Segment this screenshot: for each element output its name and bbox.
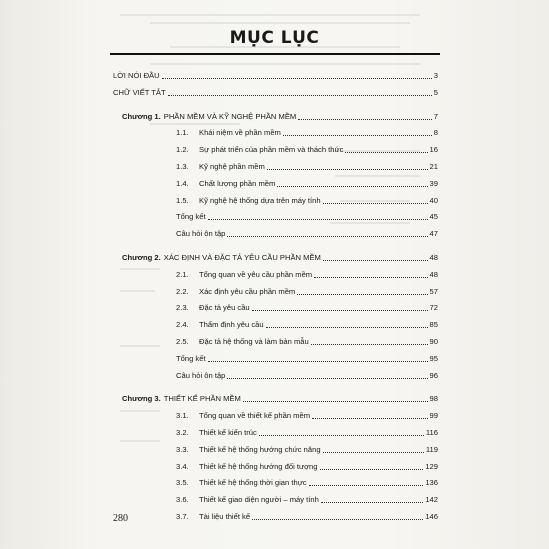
- toc-entry-number: 1.3.: [176, 162, 189, 171]
- toc-review-ch1[interactable]: [176, 227, 438, 240]
- dot-leader: [208, 360, 428, 362]
- page-title: MỤC LỤC: [229, 28, 320, 48]
- dot-leader: [323, 451, 424, 453]
- toc-entry-title: Tài liệu thiết kế: [199, 512, 251, 521]
- toc-section-2.3[interactable]: [176, 301, 438, 314]
- page-number: 280: [113, 513, 128, 524]
- toc-page-number: 16: [429, 145, 438, 155]
- toc-page-number: 48: [429, 253, 438, 262]
- toc-page-number: 136: [425, 478, 438, 488]
- toc-page-number: 119: [425, 444, 438, 454]
- toc-page-number: 96: [429, 370, 438, 380]
- toc-section-2.5[interactable]: [176, 335, 438, 348]
- toc-entry-number: 3.5.: [176, 478, 189, 488]
- toc-section-3.1[interactable]: [176, 409, 438, 422]
- toc-page-number: 98: [429, 394, 438, 404]
- toc-section-3.5[interactable]: [176, 476, 438, 489]
- toc-entry-number: 3.2.: [176, 428, 189, 437]
- toc-chapter-2[interactable]: [122, 251, 438, 264]
- toc-page-number: 129: [425, 461, 438, 471]
- toc-section-2.2[interactable]: [176, 285, 438, 298]
- toc-page-number: 3: [433, 71, 438, 80]
- toc-entry-title: Câu hỏi ôn tập: [176, 370, 226, 380]
- toc-entry-title: Câu hỏi ôn tập: [176, 229, 226, 239]
- dot-leader: [168, 94, 432, 96]
- toc-entry-title: Thiết kế kiến trúc: [199, 428, 257, 437]
- toc-entry-number: 1.5.: [176, 195, 189, 205]
- dot-leader: [259, 434, 424, 436]
- toc-entry-title: CHỮ VIẾT TẮT: [113, 87, 166, 97]
- dot-leader: [311, 343, 428, 345]
- toc-section-3.6[interactable]: [176, 493, 438, 506]
- toc-page-number: 40: [429, 195, 438, 205]
- toc-chapter-3[interactable]: [122, 392, 438, 405]
- toc-page-number: 5: [433, 87, 438, 97]
- toc-entry-title: Tổng quan về yêu cầu phần mềm: [199, 269, 313, 279]
- toc-page-number: 95: [429, 353, 438, 363]
- toc-entry-title: Chương 1.: [122, 111, 161, 121]
- chapter-title: XÁC ĐỊNH VÀ ĐẶC TẢ YÊU CẦU PHẦN MỀM: [163, 253, 321, 262]
- dot-leader: [252, 309, 428, 311]
- toc-entry-title: Thiết kế hệ thống thời gian thực: [199, 478, 307, 488]
- dot-leader: [314, 276, 427, 278]
- toc-section-1.4[interactable]: [176, 177, 438, 190]
- toc-entry-title: Sự phát triển của phần mềm và thách thức: [199, 145, 344, 155]
- toc-section-2.1[interactable]: [176, 268, 438, 281]
- dot-leader: [312, 417, 428, 419]
- dot-leader: [321, 501, 424, 503]
- dot-leader: [320, 468, 424, 470]
- toc-summary-ch2[interactable]: [176, 352, 438, 365]
- toc-section-1.3[interactable]: [176, 160, 438, 173]
- toc-entry-title: Thiết kế giao diện người – máy tính: [199, 495, 319, 505]
- dot-leader: [243, 400, 428, 402]
- dot-leader: [323, 202, 428, 204]
- toc-page-number: 116: [425, 428, 438, 437]
- dot-leader: [266, 326, 428, 328]
- dot-leader: [252, 518, 423, 520]
- toc-entry-title: Thiết kế hệ thống hướng đối tượng: [199, 461, 318, 471]
- toc-page-number: 8: [433, 128, 438, 138]
- toc-entry-title: Đặc tả hệ thống và làm bản mẫu: [199, 337, 309, 346]
- chapter-title: THIẾT KẾ PHẦN MỀM: [163, 394, 241, 404]
- dot-leader: [345, 151, 427, 153]
- toc-section-1.5[interactable]: [176, 194, 438, 207]
- dot-leader: [298, 118, 432, 120]
- toc-entry-title: Chương 3.: [122, 394, 161, 404]
- toc-page-number: 146: [425, 512, 438, 521]
- toc-page-number: 47: [429, 229, 438, 239]
- dot-leader: [227, 377, 427, 379]
- dot-leader: [323, 259, 428, 261]
- toc-page-number: 72: [429, 303, 438, 313]
- toc-page-number: 7: [433, 111, 438, 121]
- dot-leader: [162, 77, 432, 79]
- toc-entry-title: Tổng kết: [176, 353, 206, 363]
- toc-entry-number: 3.7.: [176, 512, 189, 521]
- toc-entry-title: Xác định yêu cầu phần mềm: [199, 286, 296, 296]
- dot-leader: [309, 484, 424, 486]
- toc-page-number: 57: [429, 286, 438, 296]
- toc-entry-number: 3.3.: [176, 444, 189, 454]
- toc-entry-number: 2.5.: [176, 337, 189, 346]
- toc-entry-number: 3.6.: [176, 495, 189, 505]
- toc-entry-number: 2.2.: [176, 286, 189, 296]
- toc-entry-number: 1.4.: [176, 178, 189, 188]
- toc-page-number: 90: [429, 337, 438, 346]
- toc-section-3.2[interactable]: [176, 426, 438, 439]
- toc-page-number: 45: [429, 212, 438, 222]
- chapter-title: PHẦN MỀM VÀ KỸ NGHỆ PHẦN MỀM: [163, 111, 297, 121]
- toc-page-number: 48: [429, 269, 438, 279]
- dot-leader: [297, 293, 427, 295]
- toc-entry-number: 2.1.: [176, 269, 189, 279]
- dot-leader: [277, 185, 427, 187]
- toc-entry-front-1[interactable]: [113, 86, 438, 99]
- toc-entry-title: LỜI NÓI ĐẦU: [113, 71, 160, 80]
- toc-entry-title: Kỹ nghệ phần mềm: [199, 162, 265, 171]
- toc-section-1.1[interactable]: [176, 126, 438, 139]
- dot-leader: [208, 218, 428, 220]
- toc-entry-title: Kỹ nghệ hệ thống dựa trên máy tính: [199, 195, 321, 205]
- dot-leader: [267, 168, 428, 170]
- toc-section-3.7[interactable]: [176, 510, 438, 523]
- toc-review-ch2[interactable]: [176, 369, 438, 382]
- toc-section-2.4[interactable]: [176, 318, 438, 331]
- toc-entry-number: 2.4.: [176, 320, 189, 330]
- toc-page-number: 142: [425, 495, 438, 505]
- toc-entry-title: Chương 2.: [122, 253, 161, 262]
- toc-section-3.4[interactable]: [176, 460, 438, 473]
- toc-entry-number: 3.4.: [176, 461, 189, 471]
- toc-entry-title: Khái niệm về phần mềm: [199, 128, 281, 138]
- toc-page-number: 21: [429, 162, 438, 171]
- toc-entry-title: Tổng kết: [176, 212, 206, 222]
- toc-section-1.2[interactable]: [176, 143, 438, 156]
- toc-entry-title: Đặc tả yêu cầu: [199, 303, 250, 313]
- dot-leader: [227, 235, 427, 237]
- toc-summary-ch1[interactable]: [176, 210, 438, 223]
- dot-leader: [283, 134, 432, 136]
- toc-entry-title: Thiết kế hệ thống hướng chức năng: [199, 444, 321, 454]
- toc-entry-title: Tổng quan về thiết kế phần mềm: [199, 411, 311, 421]
- toc-chapter-1[interactable]: [122, 110, 438, 123]
- toc-page-number: 85: [429, 320, 438, 330]
- toc-page-number: 99: [429, 411, 438, 421]
- toc-entry-number: 1.2.: [176, 145, 189, 155]
- toc-entry-number: 3.1.: [176, 411, 189, 421]
- toc-section-3.3[interactable]: [176, 443, 438, 456]
- toc-entry-title: Thẩm định yêu cầu: [199, 320, 264, 330]
- toc-entry-title: Chất lượng phần mềm: [199, 178, 276, 188]
- toc-entry-number: 2.3.: [176, 303, 189, 313]
- toc-page-number: 39: [429, 178, 438, 188]
- toc-entry-front-0[interactable]: [113, 69, 438, 82]
- toc-entry-number: 1.1.: [176, 128, 189, 138]
